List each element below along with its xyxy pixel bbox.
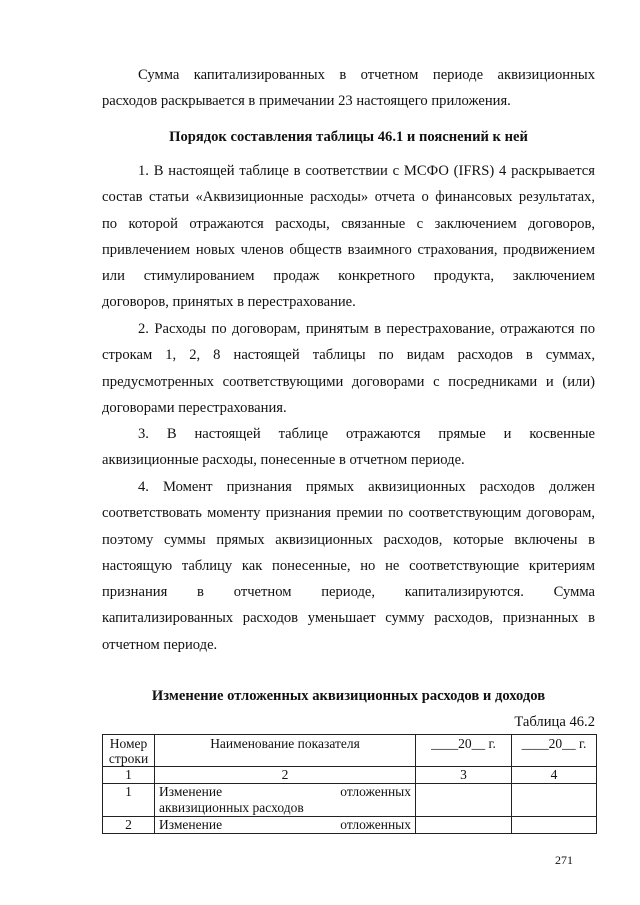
- text-line: или стимулированием продаж конкретного продукта, заключением: [102, 268, 595, 285]
- section-heading: Порядок составления таблицы 46.1 и пояснений к ней: [169, 129, 528, 145]
- row-name-cell: [155, 817, 416, 834]
- text-line: предусмотренных соответствующими договорами с посредниками и (или): [102, 373, 595, 390]
- text-line: поэтому суммы прямых аквизиционных расходов, которые включены в: [102, 531, 595, 548]
- table-header-row: [103, 735, 597, 767]
- text-line: по которой отражаются расходы, связанные с заключением договоров,: [102, 215, 595, 232]
- text-line: 1. В настоящей таблице в соответствии с МСФО (IFRS) 4 раскрывается: [138, 163, 595, 179]
- value-cell: [416, 817, 512, 834]
- header-cell-name: Наименование показателя: [155, 735, 416, 767]
- paragraph-1: [102, 158, 595, 316]
- row-number-cell: 2: [103, 817, 155, 834]
- column-number-cell: 3: [416, 767, 512, 784]
- text-line: 4. Момент признания прямых аквизиционных расходов должен: [138, 479, 595, 495]
- text-line: расходов раскрывается в примечании 23 настоящего приложения.: [102, 93, 511, 110]
- row-name-word: отложенных: [340, 784, 411, 799]
- row-name-line: [159, 784, 411, 800]
- text-line: аквизиционные расходы, понесенные в отчетном периоде.: [102, 452, 465, 469]
- header-cell-period-1: ____20__ г.: [416, 735, 512, 767]
- text-line: состав статьи «Аквизиционные расходы» отчета о финансовых результатах,: [102, 189, 595, 206]
- header-cell-number: [103, 735, 155, 767]
- row-name-word: Изменение: [159, 784, 223, 799]
- data-table: [102, 734, 597, 834]
- text-line: настоящую таблицу как понесенные, но не соответствующие критериям: [102, 557, 595, 574]
- text-line: 2. Расходы по договорам, принятым в перестрахование, отражаются по: [138, 321, 595, 337]
- text-line: отчетном периоде.: [102, 636, 218, 653]
- header-number-line: строки: [108, 751, 149, 766]
- row-name-word: Изменение: [159, 817, 223, 832]
- row-number-cell: 1: [103, 784, 155, 817]
- paragraph-3: [102, 421, 595, 474]
- table-row: [103, 817, 597, 834]
- text-line: соответствовать моменту признания премии по соответствующим договорам,: [102, 505, 595, 522]
- text-line: строкам 1, 2, 8 настоящей таблицы по видам расходов в суммах,: [102, 347, 595, 364]
- text-line: привлечением новых членов обществ взаимного страхования, продвижением: [102, 241, 595, 258]
- row-name-line: [159, 817, 411, 833]
- text-line: договоров, принятых в перестрахование.: [102, 294, 356, 311]
- text-line: договорами перестрахования.: [102, 399, 287, 416]
- page-number: 271: [555, 853, 573, 867]
- intro-paragraph: [102, 62, 595, 115]
- table-caption: Таблица 46.2: [514, 714, 595, 730]
- value-cell: [512, 817, 597, 834]
- header-number-line: Номер: [109, 736, 148, 751]
- header-cell-period-2: ____20__ г.: [512, 735, 597, 767]
- value-cell: [416, 784, 512, 817]
- row-name-cell: [155, 784, 416, 817]
- paragraph-2: [102, 316, 595, 421]
- text-line: признания в отчетном периоде, капитализируются. Сумма: [102, 584, 595, 601]
- paragraph-4: [102, 474, 595, 658]
- text-line: 3. В настоящей таблице отражаются прямые и косвенные: [138, 426, 595, 442]
- column-number-cell: 4: [512, 767, 597, 784]
- row-name-word: отложенных: [340, 817, 411, 832]
- value-cell: [512, 784, 597, 817]
- table-heading: Изменение отложенных аквизиционных расходов и доходов: [151, 688, 546, 704]
- column-number-cell: 1: [103, 767, 155, 784]
- text-line: капитализированных расходов уменьшает сумму расходов, признанных в: [102, 610, 595, 627]
- row-name-line: аквизиционных расходов: [159, 800, 304, 815]
- text-line: Сумма капитализированных в отчетном периоде аквизиционных: [138, 67, 595, 83]
- table-row: [103, 784, 597, 817]
- column-number-cell: 2: [155, 767, 416, 784]
- column-number-row: [103, 767, 597, 784]
